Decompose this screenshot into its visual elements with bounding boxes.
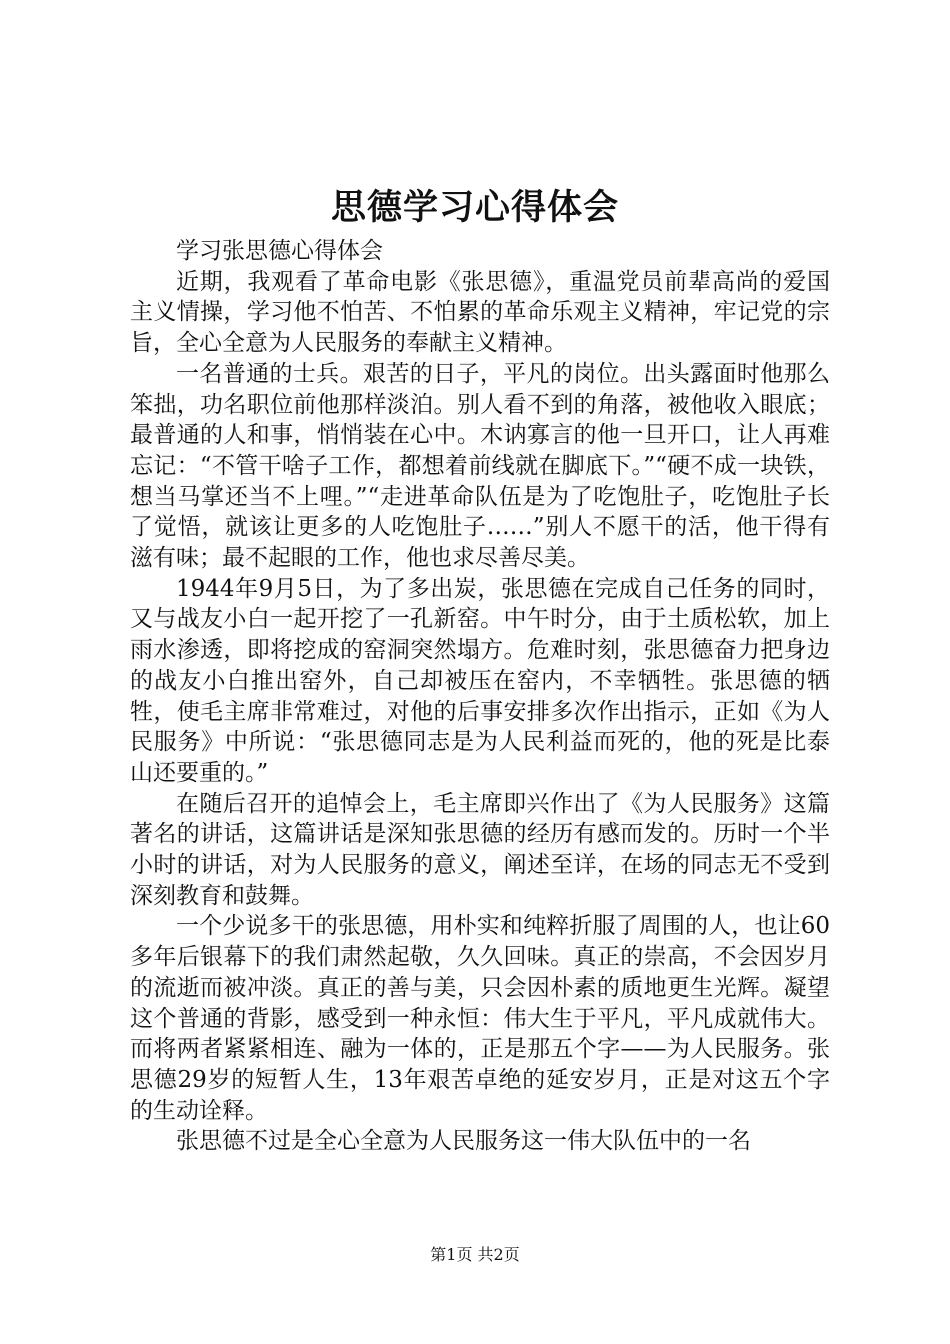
paragraph-1: 近期，我观看了革命电影《张思德》，重温党员前辈高尚的爱国主义情操，学习他不怕苦、不怕累的革命乐观主义精神，牢记党的宗旨，全心全意为人民服务的奉献主义精神。 xyxy=(130,268,830,357)
paragraph-6: 张思德不过是全心全意为人民服务这一伟大队伍中的一名 xyxy=(176,1128,751,1155)
document-subtitle: 学习张思德心得体会 xyxy=(176,238,383,264)
document-title: 思德学习心得体会 xyxy=(330,187,619,228)
paragraph-4: 在随后召开的追悼会上，毛主席即兴作出了《为人民服务》这篇著名的讲话，这篇讲话是深知张思德的经历有感而发的。历时一个半小时的讲话，对为人民服务的意义，阐述至详，在场的同志无不受到深刻教育和鼓舞。 xyxy=(130,790,830,909)
paragraph-3: 1944年9月5日，为了多出炭，张思德在完成自己任务的同时，又与战友小白一起开挖了一孔新窑。中午时分，由于土质松软，加上雨水渗透，即将挖成的窑洞突然塌方。危难时刻，张思德奋力把身边的战友小白推出窑外，自己却被压在窑内，不幸牺牲。张思德的牺牲，使毛主席非常难过，对他的后事安排多次作出指示，正如《为人民服务》中所说：“张思德同志是为人民利益而死的，他的死是比泰山还要重的。” xyxy=(130,575,830,786)
page-footer: 第1页 共2页 xyxy=(430,1245,520,1264)
paragraph-2: 一名普通的士兵。艰苦的日子，平凡的岗位。出头露面时他那么笨拙，功名职位前他那样淡泊。别人看不到的角落，被他收入眼底；最普通的人和事，悄悄装在心中。木讷寡言的他一旦开口，让人再难忘记：“不管干啥子工作，都想着前线就在脚底下。”“硬不成一块铁，想当马掌还当不上哩。”“走进革命队伍是为了吃饱肚子，吃饱肚子长了觉悟，就该让更多的人吃饱肚子……”别人不愿干的活，他干得有滋有味；最不起眼的工作，他也求尽善尽美。 xyxy=(130,360,830,572)
document-body xyxy=(130,236,830,1157)
paragraph-5: 一个少说多干的张思德，用朴实和纯粹折服了周围的人，也让60多年后银幕下的我们肃然起敬，久久回味。真正的崇高，不会因岁月的流逝而被冲淡。真正的善与美，只会因朴素的质地更生光辉。凝望这个普通的背影，感受到一种永恒：伟大生于平凡，平凡成就伟大。而将两者紧紧相连、融为一体的，正是那五个字——为人民服务。张思德29岁的短暂人生，13年艰苦卓绝的延安岁月，正是对这五个字的生动诠释。 xyxy=(130,913,830,1124)
